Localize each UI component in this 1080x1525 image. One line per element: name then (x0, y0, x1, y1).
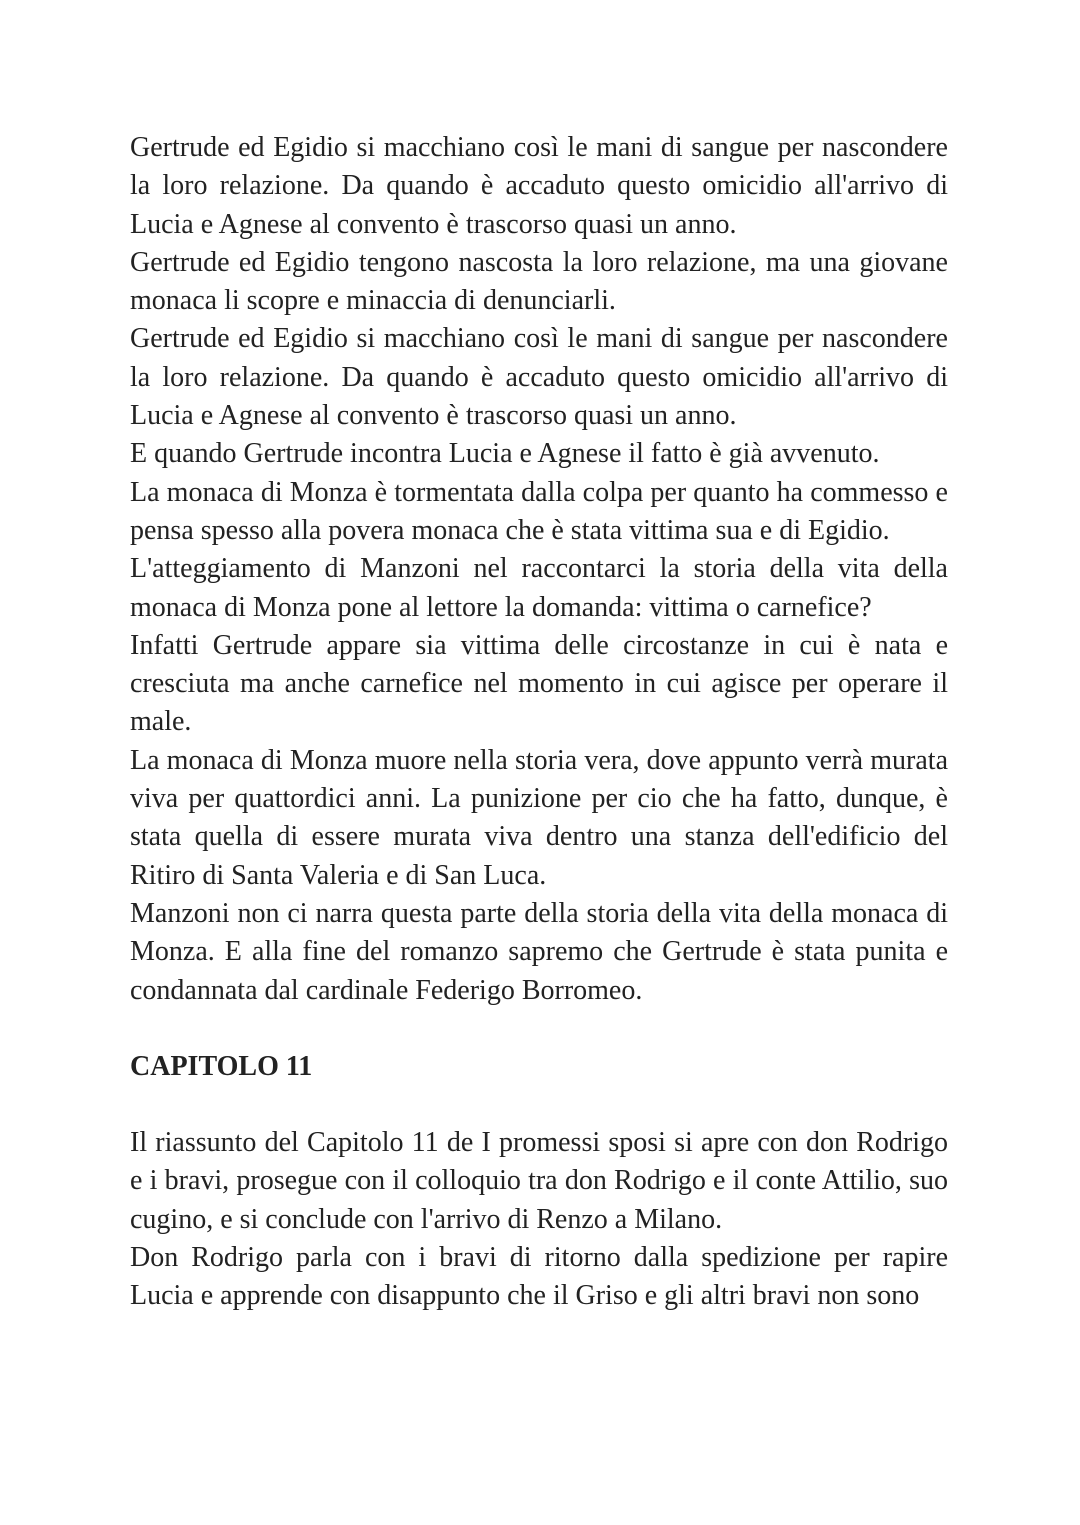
paragraph: Infatti Gertrude appare sia vittima delle circostanze in cui è nata e cresciuta ma anche carnefice nel momento in cui agisce per operare il male. (130, 629, 948, 738)
chapter-heading: CAPITOLO 11 (130, 1050, 313, 1082)
document-page (130, 129, 948, 1316)
paragraph: Gertrude ed Egidio si macchiano così le mani di sangue per nascondere la loro relazione. Da quando è accaduto questo omicidio all'arrivo di Lucia e Agnese al convento è trascorso quasi un anno. (130, 132, 948, 240)
paragraph: L'atteggiamento di Manzoni nel raccontarci la storia della vita della monaca di Monza pone al lettore la domanda: vittima o carnefice? (130, 553, 948, 623)
paragraph: Manzoni non ci narra questa parte della storia della vita della monaca di Monza. E alla fine del romanzo sapremo che Gertrude è stata punita e condannata dal cardinale Federigo Borromeo. (130, 897, 948, 1006)
paragraph: Gertrude ed Egidio tengono nascosta la loro relazione, ma una giovane monaca li scopre e minaccia di denunciarli. (130, 246, 948, 317)
paragraph: Gertrude ed Egidio si macchiano così le mani di sangue per nascondere la loro relazione. Da quando è accaduto questo omicidio all'arrivo di Lucia e Agnese al convento è trascorso quasi un anno. (130, 323, 948, 432)
paragraph: La monaca di Monza è tormentata dalla colpa per quanto ha commesso e pensa spesso alla povera monaca che è stata vittima sua e di Egidio. (130, 476, 948, 546)
paragraph: La monaca di Monza muore nella storia vera, dove appunto verrà murata viva per quattordici anni. La punizione per cio che ha fatto, dunque, è stata quella di essere murata viva dentro una stanza dell'edificio del Ritiro di Santa Valeria e di San Luca. (130, 744, 948, 891)
paragraph: E quando Gertrude incontra Lucia e Agnese il fatto è già avvenuto. (130, 438, 880, 470)
paragraph: Don Rodrigo parla con i bravi di ritorno dalla spedizione per rapire Lucia e apprende con disappunto che il Griso e gli altri bravi non sono (130, 1242, 948, 1312)
paragraph: Il riassunto del Capitolo 11 de I promessi sposi si apre con don Rodrigo e i bravi, prosegue con il colloquio tra don Rodrigo e il conte Attilio, suo cugino, e si conclude con l'arrivo di Renzo a Milano. (130, 1127, 948, 1235)
